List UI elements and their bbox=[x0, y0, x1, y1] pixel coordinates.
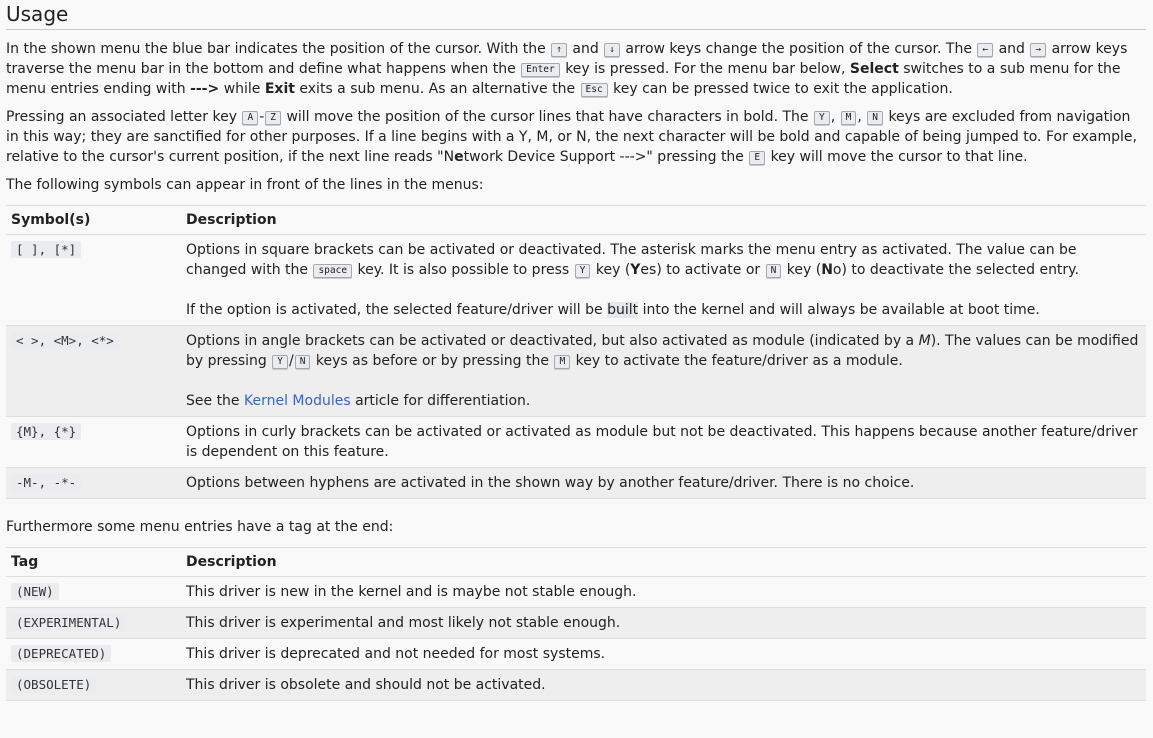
key-left-arrow: ← bbox=[977, 43, 993, 57]
intro-paragraph bbox=[6, 39, 1146, 99]
tag-cell bbox=[6, 639, 181, 670]
section-heading: Usage bbox=[6, 0, 1146, 30]
key-y: Y bbox=[575, 264, 591, 278]
text: will move the position of the cursor lines that have characters in bold. The bbox=[286, 109, 809, 125]
letter-keys-paragraph bbox=[6, 107, 1146, 167]
text: , bbox=[830, 109, 836, 125]
text: es) to activate or bbox=[640, 262, 761, 278]
text: - bbox=[259, 109, 265, 125]
key-a: A bbox=[242, 111, 258, 125]
text: ). The values can be modified by pressing bbox=[186, 333, 1139, 369]
bold-e: e bbox=[454, 149, 464, 165]
tag-code: (OBSOLETE) bbox=[11, 676, 96, 693]
table-row bbox=[6, 577, 1146, 608]
text: In the shown menu the blue bar indicates the position of the cursor. With the bbox=[6, 41, 546, 57]
symbol-cell bbox=[6, 468, 181, 499]
key-n: N bbox=[867, 111, 883, 125]
table-row bbox=[6, 417, 1146, 468]
text: twork Device Support --->" pressing the bbox=[463, 149, 744, 165]
text: Options in angle brackets can be activated or deactivated, but also activated as module (indicated by a bbox=[186, 333, 915, 349]
spacer bbox=[186, 371, 1141, 391]
description-cell bbox=[181, 326, 1146, 417]
text: key ( bbox=[786, 262, 822, 278]
description-cell: This driver is deprecated and not needed for most systems. bbox=[181, 639, 1146, 670]
tags-table bbox=[6, 547, 1146, 701]
spacer bbox=[186, 280, 1141, 300]
table-row bbox=[6, 468, 1146, 499]
symbol-cell bbox=[6, 417, 181, 468]
key-n: N bbox=[766, 264, 782, 278]
text: / bbox=[289, 353, 294, 369]
key-y: Y bbox=[814, 111, 830, 125]
bold-arrow: ---> bbox=[190, 81, 220, 97]
text: key will move the cursor to that line. bbox=[770, 149, 1028, 165]
tag-code: (NEW) bbox=[11, 583, 59, 600]
key-m: M bbox=[841, 111, 857, 125]
column-header-description: Description bbox=[181, 206, 1146, 235]
text: keys as before or by pressing the bbox=[315, 353, 549, 369]
text: arrow keys change the position of the cursor. The bbox=[625, 41, 972, 57]
key-esc: Esc bbox=[581, 83, 608, 97]
text: key can be pressed twice to exit the application. bbox=[613, 81, 953, 97]
text: key. It is also possible to press bbox=[357, 262, 570, 278]
table-row bbox=[6, 235, 1146, 326]
table-row bbox=[6, 326, 1146, 417]
text: while bbox=[223, 81, 261, 97]
key-e: E bbox=[749, 151, 765, 165]
description-cell: This driver is new in the kernel and is maybe not stable enough. bbox=[181, 577, 1146, 608]
description-cell: This driver is experimental and most likely not stable enough. bbox=[181, 608, 1146, 639]
bold-n: N bbox=[821, 262, 833, 278]
bold-exit: Exit bbox=[264, 81, 295, 97]
bold-select: Select bbox=[849, 61, 899, 77]
table-row bbox=[6, 639, 1146, 670]
key-right-arrow: → bbox=[1030, 43, 1046, 57]
key-space: space bbox=[313, 264, 352, 278]
text: , bbox=[857, 109, 862, 125]
column-header-description: Description bbox=[181, 548, 1146, 577]
table-header-row bbox=[6, 206, 1146, 235]
text: o) to deactivate the selected entry. bbox=[832, 262, 1079, 278]
tag-code: (EXPERIMENTAL) bbox=[11, 614, 126, 631]
symbol-cell bbox=[6, 326, 181, 417]
text: exits a sub menu. As an alternative the bbox=[299, 81, 576, 97]
text: article for differentiation. bbox=[355, 393, 531, 409]
key-down-arrow: ↓ bbox=[604, 43, 620, 57]
symbol-code: < >, <M>, <*> bbox=[11, 332, 119, 349]
table-row bbox=[6, 670, 1146, 701]
text: key to activate the feature/driver as a module. bbox=[575, 353, 903, 369]
symbol-code: -M-, -*- bbox=[11, 474, 81, 491]
tag-code: (DEPRECATED) bbox=[11, 645, 111, 662]
text: into the kernel and will always be available at boot time. bbox=[642, 302, 1040, 318]
text: Options in square brackets can be activated or deactivated. The asterisk marks the menu entry as activated. The value can be changed with the bbox=[186, 242, 1077, 278]
text: and bbox=[998, 41, 1025, 57]
tag-cell bbox=[6, 670, 181, 701]
tag-cell bbox=[6, 608, 181, 639]
key-m: M bbox=[554, 355, 570, 369]
description-cell bbox=[181, 235, 1146, 326]
text: switches to a sub menu for the menu entries ending with bbox=[6, 61, 1121, 97]
symbol-code: [ ], [*] bbox=[11, 241, 81, 258]
key-z: Z bbox=[265, 111, 281, 125]
column-header-tag: Tag bbox=[6, 548, 181, 577]
text: keys are excluded from navigation in this way; they are sanctified for other purposes. If a line begins with a Y, M, or N, the next character will be bold and capable of being jumped to. For example, relative to the cursor's current position, if the next line reads "N bbox=[6, 109, 1137, 165]
bold-y: Y bbox=[630, 262, 641, 278]
description-cell: This driver is obsolete and should not be activated. bbox=[181, 670, 1146, 701]
symbol-cell bbox=[6, 235, 181, 326]
key-n: N bbox=[295, 355, 311, 369]
key-up-arrow: ↑ bbox=[551, 43, 567, 57]
key-enter: Enter bbox=[521, 63, 560, 77]
description-cell: Options between hyphens are activated in the shown way by another feature/driver. There is no choice. bbox=[181, 468, 1146, 499]
description-cell: Options in curly brackets can be activated or activated as module but not be deactivated. This happens because another feature/driver is dependent on this feature. bbox=[181, 417, 1146, 468]
text: key ( bbox=[595, 262, 631, 278]
kernel-modules-link[interactable]: Kernel Modules bbox=[244, 393, 351, 409]
text: Pressing an associated letter key bbox=[6, 109, 237, 125]
table-row bbox=[6, 608, 1146, 639]
table-header-row bbox=[6, 548, 1146, 577]
text: key is pressed. For the menu bar below, bbox=[565, 61, 846, 77]
text: and bbox=[572, 41, 599, 57]
text: See the bbox=[186, 393, 240, 409]
tags-intro: Furthermore some menu entries have a tag at the end: bbox=[6, 519, 394, 535]
symbols-table bbox=[6, 205, 1146, 499]
italic-m: M bbox=[918, 333, 931, 349]
text: arrow keys traverse the menu bar in the bottom and define what happens when the bbox=[6, 41, 1128, 77]
highlighted-word: built bbox=[607, 302, 639, 318]
symbols-intro: The following symbols can appear in front of the lines in the menus: bbox=[6, 177, 484, 193]
text: If the option is activated, the selected feature/driver will be bbox=[186, 302, 603, 318]
symbol-code: {M}, {*} bbox=[11, 423, 81, 440]
column-header-symbols: Symbol(s) bbox=[6, 206, 181, 235]
tag-cell bbox=[6, 577, 181, 608]
key-y: Y bbox=[272, 355, 288, 369]
